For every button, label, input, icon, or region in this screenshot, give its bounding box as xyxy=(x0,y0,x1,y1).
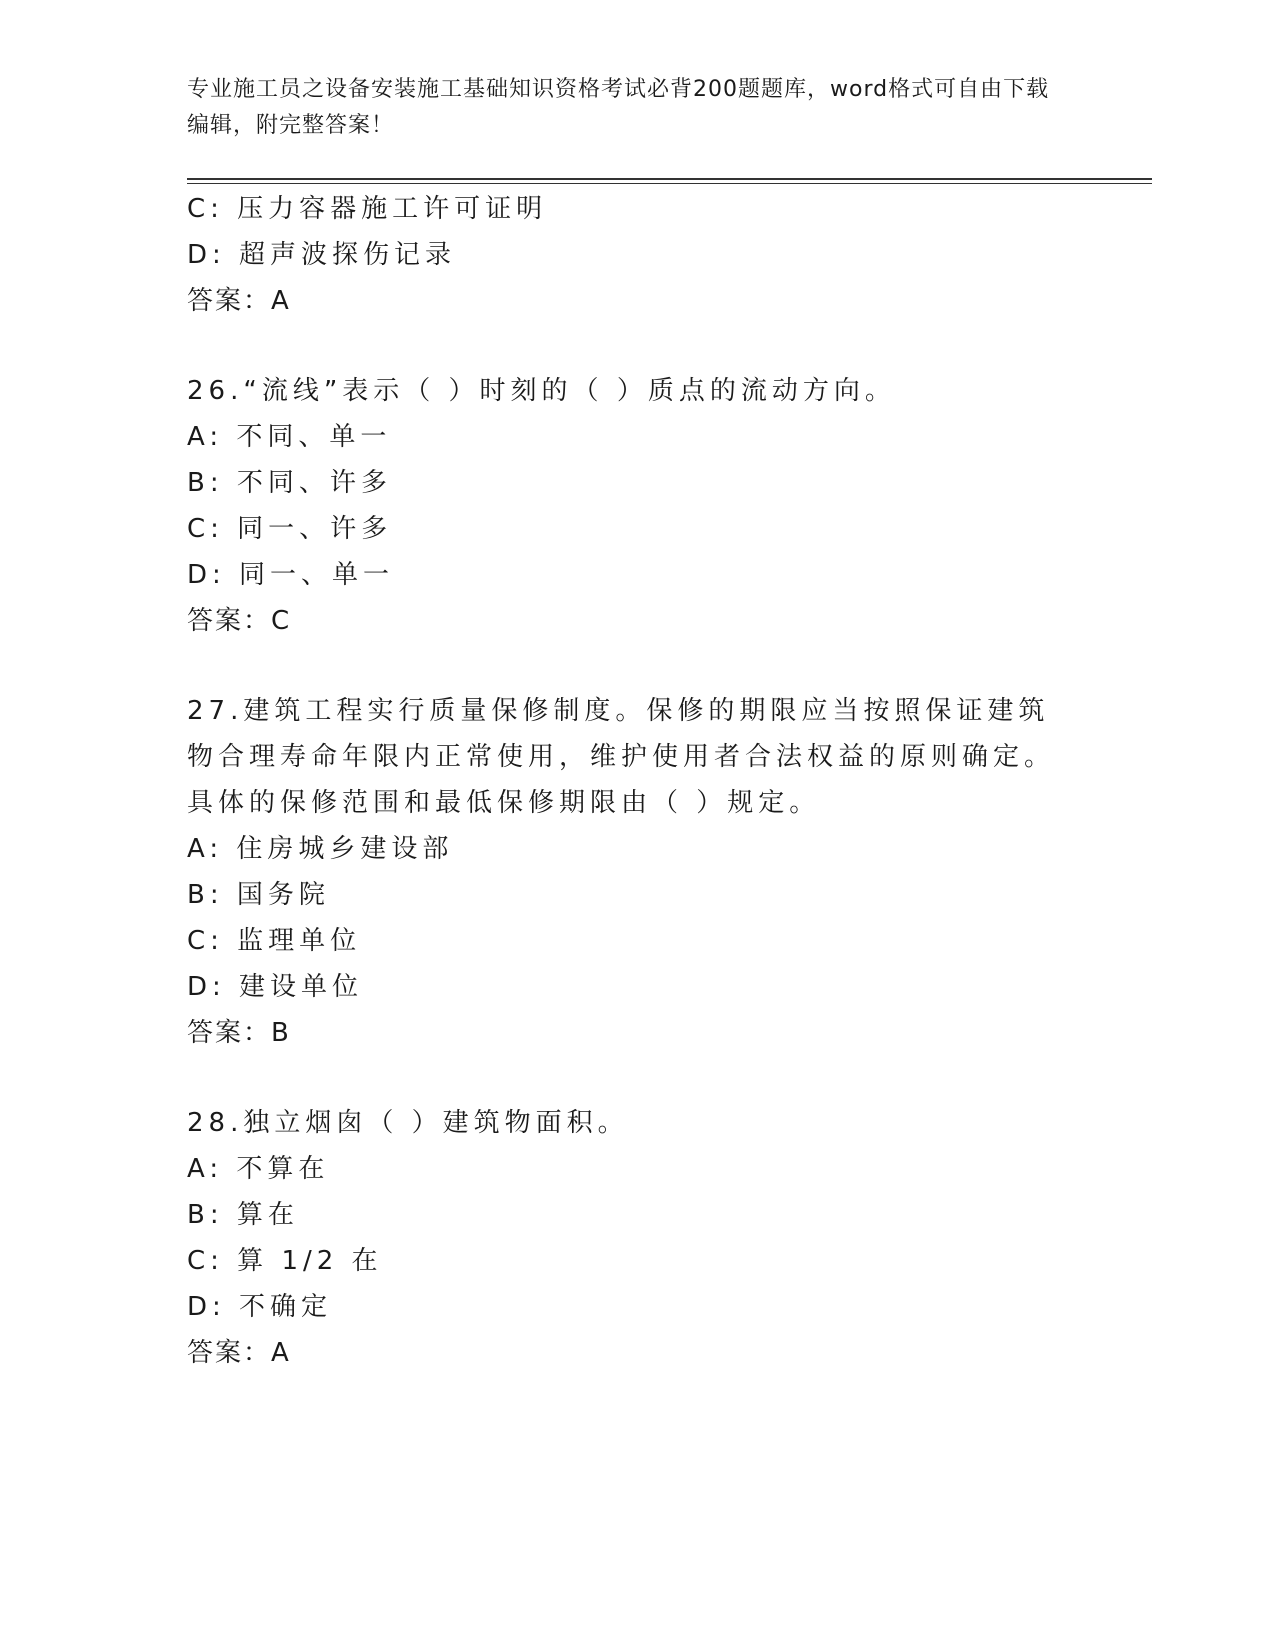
question-stem: 28.独立烟囱（ ）建筑物面积。 xyxy=(187,1108,629,1138)
option-a: A: 不算在 xyxy=(187,1154,330,1184)
answer-value: A xyxy=(271,286,291,316)
option-b: B: 算在 xyxy=(187,1200,299,1230)
header-divider xyxy=(187,178,1152,184)
option-a: A: 住房城乡建设部 xyxy=(187,834,454,864)
answer-value: B xyxy=(271,1018,291,1048)
question-stem: 27.建筑工程实行质量保修制度。保修的期限应当按照保证建筑物合理寿命年限内正常使用，维护使用者合法权益的原则确定。具体的保修范围和最低保修期限由（ ）规定。 xyxy=(187,696,1056,818)
question-stem: 26.“流线”表示（ ）时刻的（ ）质点的流动方向。 xyxy=(187,376,896,406)
option-c: C: 压力容器施工许可证明 xyxy=(187,194,548,224)
question-block-27 xyxy=(187,688,1087,1056)
answer-label: 答案： xyxy=(187,286,272,316)
option-d: D: 建设单位 xyxy=(187,972,364,1002)
question-list xyxy=(187,186,1087,1376)
answer-label: 答案： xyxy=(187,1338,272,1368)
answer-line xyxy=(187,278,1087,324)
option-b: B: 不同、许多 xyxy=(187,468,392,498)
option-c: C: 同一、许多 xyxy=(187,514,393,544)
option-c: C: 算 1/2 在 xyxy=(187,1246,383,1276)
question-block-26 xyxy=(187,368,1087,644)
answer-label: 答案： xyxy=(187,1018,272,1048)
document-header-title: 专业施工员之设备安装施工基础知识资格考试必背200题题库，word格式可自由下载编辑，附完整答案！ xyxy=(187,77,1050,138)
option-d: D: 不确定 xyxy=(187,1292,333,1322)
option-d: D: 同一、单一 xyxy=(187,560,395,590)
option-b: B: 国务院 xyxy=(187,880,330,910)
question-block-25 xyxy=(187,186,1087,324)
option-d: D: 超声波探伤记录 xyxy=(187,240,457,270)
answer-line xyxy=(187,598,1087,644)
question-block-28 xyxy=(187,1100,1087,1376)
answer-line xyxy=(187,1010,1087,1056)
answer-line xyxy=(187,1330,1087,1376)
option-a: A: 不同、单一 xyxy=(187,422,392,452)
option-c: C: 监理单位 xyxy=(187,926,362,956)
answer-value: C xyxy=(271,606,292,636)
answer-label: 答案： xyxy=(187,606,272,636)
answer-value: A xyxy=(271,1338,291,1368)
